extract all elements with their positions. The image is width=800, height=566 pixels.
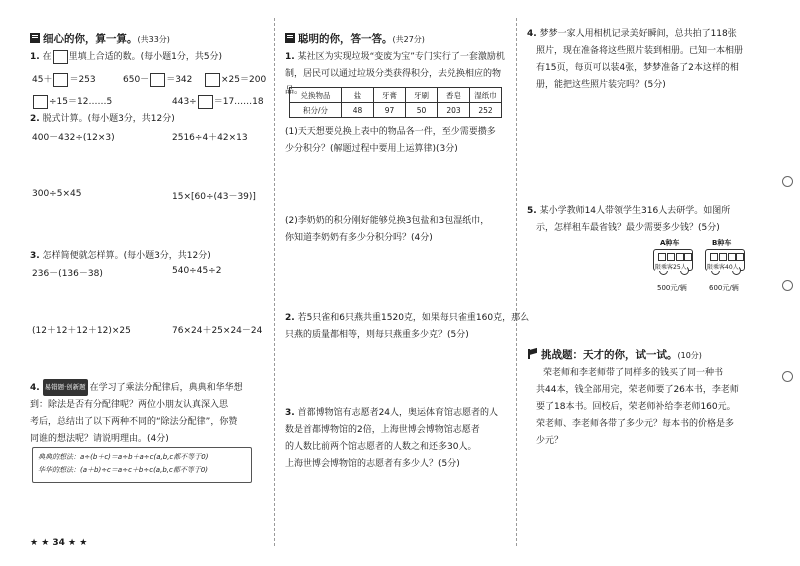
bus-b-label: B种车	[712, 239, 732, 247]
table-header-row: 兑换物品 盐 牙膏 牙刷 香皂 湿纸巾	[290, 88, 502, 103]
points-table	[289, 87, 502, 118]
calc-expr: 2516÷4＋42×13	[172, 133, 248, 143]
section1-header: 细心的你，算一算。(共33分)	[30, 31, 170, 46]
question-2-4: 4. 梦梦一家人用相机记录美好瞬间，总共拍了118张 照片，现在准备将这些照片装到相册。已知一本相册 有15页，每页可以装4张，梦梦准备了2本这样的相 册，能把这些照片装完吗？(5分)	[527, 29, 744, 90]
flag-icon	[527, 349, 538, 359]
method-dian: 典典的想法：a÷(b＋c)＝a÷b＋a÷c(a,b,c都不等于0)	[38, 453, 209, 461]
bus-a-capacity: 限乘客25人	[655, 264, 687, 271]
challenge-question: 荣老师和李老师带了同样多的钱买了同一种书 共44本，钱全部用完，荣老师要了26本书，李老师 要了18本书。回校后，荣老师补给李老师160元。 荣老师、李老师各带了多少元？每本书的价格是多 少元？	[536, 368, 739, 446]
question-2-3: 3. 首都博物馆有志愿者24人，奥运体育馆志愿者的人 数是首都博物馆的2倍，上海世博会博物馆志愿者 的人数比前两个馆志愿者的人数之和还多30人。 上海世博会博物馆的志愿者有多少人？(5分)	[285, 408, 499, 469]
section-icon	[30, 33, 40, 43]
calc-expr: 300÷5×45	[32, 189, 82, 199]
question-1-2: 2. 脱式计算。(每小题3分，共12分)	[30, 114, 175, 124]
fill-expr: 45＋ ＝253	[32, 72, 96, 87]
binding-hole	[782, 280, 793, 291]
methods-box	[32, 447, 252, 483]
calc-expr: (12＋12＋12＋12)×25	[32, 326, 131, 336]
answer-box[interactable]	[198, 95, 213, 109]
question-2-1: 1. 某社区为实现垃圾“变废为宝”专门实行了一套激励机 制，居民可以通过垃圾分类获得积分，去兑换相应的物品。	[285, 52, 505, 96]
fill-expr: ×25＝200	[204, 72, 266, 87]
binding-hole	[782, 371, 793, 382]
question-2-5: 5. 某小学教师14人带领学生316人去研学。如图所 示，怎样租车最省钱？最少需要多少钱？(5分)	[527, 206, 731, 233]
answer-box[interactable]	[53, 73, 68, 87]
column-divider-right	[516, 18, 517, 546]
calc-expr: 400－432÷(12×3)	[32, 133, 115, 143]
question-1-4: 4. 易错题·创新题 在学习了乘法分配律后，典典和华华想 到：除法是否有分配律呢？两位小朋友认真深入思 考后，总结出了以下两种不同的“除法分配律”，你赞 同谁的想法呢？请说明理由。(4分)	[30, 379, 260, 448]
table-row: 积分/分 48 97 50 203 252	[290, 103, 502, 118]
subquestion-2: (2)李奶奶的积分刚好能够兑换3包盐和3包湿纸巾， 你知道李奶奶有多少分积分吗？(4分)	[285, 216, 490, 243]
question-1-1: 1. 在 里填上合适的数。(每小题1分，共5分)	[30, 49, 222, 66]
fill-expr: ÷15＝12……5	[32, 94, 112, 109]
calc-expr: 540÷45÷2	[172, 266, 222, 276]
question-tag: 易错题·创新题	[43, 379, 88, 396]
calc-expr: 76×24＋25×24－24	[172, 326, 263, 336]
subquestion-1: (1)天天想要兑换上表中的物品各一件，至少需要攒多 少分积分？(解题过程中要用上运算律)(3分)	[285, 127, 496, 154]
calc-expr: 236－(136－38)	[32, 269, 103, 279]
binding-hole	[782, 176, 793, 187]
page-number: ★ ★ 34 ★ ★	[30, 538, 88, 548]
answer-box[interactable]	[53, 50, 68, 64]
section2-header: 聪明的你，答一答。(共27分)	[285, 31, 425, 46]
method-hua: 华华的想法：(a＋b)÷c＝a÷c＋b÷c(a,b,c都不等于0)	[38, 466, 209, 474]
calc-expr: 15×[60÷(43－39)]	[172, 192, 256, 202]
question-2-2: 2. 若5只雀和6只燕共重1520克，如果每只雀重160克，那么 只燕的质量都相等，则每只燕重多少克？(5分)	[285, 313, 530, 340]
answer-box[interactable]	[205, 73, 220, 87]
challenge-header: 挑战题：天才的你，试一试。(10分)	[527, 347, 702, 362]
answer-box[interactable]	[150, 73, 165, 87]
fill-expr: 650－ ＝342	[123, 72, 192, 87]
answer-box[interactable]	[33, 95, 48, 109]
question-1-3: 3. 怎样简便就怎样算。(每小题3分，共12分)	[30, 251, 211, 261]
bus-a-price: 500元/辆	[657, 284, 687, 292]
bus-b-price: 600元/辆	[709, 284, 739, 292]
bus-a-label: A种车	[660, 239, 680, 247]
column-divider-left	[274, 18, 275, 546]
section-icon	[285, 33, 295, 43]
fill-expr: 443÷ ＝17……18	[172, 94, 264, 109]
bus-b-capacity: 限乘客40人	[707, 264, 739, 271]
